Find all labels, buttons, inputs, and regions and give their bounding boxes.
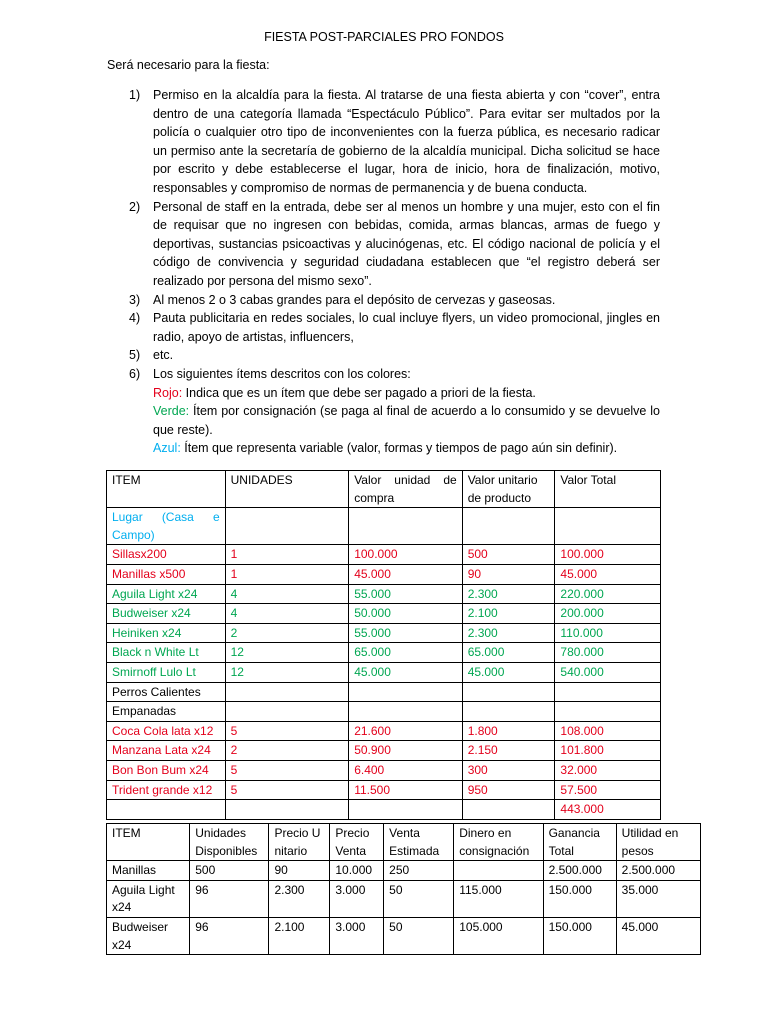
table-cell: 4 bbox=[225, 584, 349, 604]
table-cell: 2 bbox=[225, 741, 349, 761]
legend-verde-text: Ítem por consignación (se paga al final de acuerdo a lo consumido y se devuelve lo que reste). bbox=[153, 404, 660, 437]
table-cell: 21.600 bbox=[349, 721, 463, 741]
table-cell: 4 bbox=[225, 604, 349, 624]
table-row bbox=[107, 780, 661, 800]
table-cell: 105.000 bbox=[454, 917, 543, 954]
table-cell: 45.000 bbox=[555, 564, 661, 584]
table-cell: Trident grande x12 bbox=[107, 780, 226, 800]
legend-azul-text: Ítem que representa variable (valor, formas y tiempos de pago aún sin definir). bbox=[180, 441, 618, 456]
list-text: Pauta publicitaria en redes sociales, lo cual incluye flyers, un video promocional, jingles en radio, apoyo de artistas, influencers, bbox=[153, 311, 660, 344]
table-header: Valor Total bbox=[555, 471, 661, 508]
table-cell: Heiniken x24 bbox=[107, 623, 226, 643]
table-cell: 2.300 bbox=[462, 584, 555, 604]
table-cell bbox=[462, 800, 555, 820]
table-cell: 90 bbox=[269, 861, 330, 881]
table-cell: Bon Bon Bum x24 bbox=[107, 760, 226, 780]
list-item bbox=[107, 365, 660, 458]
legend-rojo-text: Indica que es un ítem que debe ser pagado a priori de la fiesta. bbox=[182, 385, 536, 400]
table-cell: 57.500 bbox=[555, 780, 661, 800]
table-header: ITEM bbox=[107, 824, 190, 861]
table-cell: 2.500.000 bbox=[543, 861, 616, 881]
table-row bbox=[107, 800, 661, 820]
table-cell: 108.000 bbox=[555, 721, 661, 741]
table-cell: Budweiser x24 bbox=[107, 917, 190, 954]
table-cell: Budweiser x24 bbox=[107, 604, 226, 624]
table-cell bbox=[462, 682, 555, 702]
table-header: Precio Unitario bbox=[269, 824, 330, 861]
table-cell: 5 bbox=[225, 721, 349, 741]
table-cell bbox=[555, 508, 661, 545]
table-row bbox=[107, 880, 701, 917]
list-item bbox=[107, 346, 660, 365]
table-cell: 12 bbox=[225, 643, 349, 663]
list-number: 5) bbox=[129, 348, 141, 363]
table-cell: 2.100 bbox=[269, 917, 330, 954]
table-row bbox=[107, 564, 661, 584]
sales-projection-table-body bbox=[107, 861, 701, 955]
table-row bbox=[107, 861, 701, 881]
table-header: Utilidad en pesos bbox=[616, 824, 700, 861]
table-cell: Aguila Light x24 bbox=[107, 880, 190, 917]
table-cell bbox=[349, 508, 463, 545]
table-cell: 65.000 bbox=[349, 643, 463, 663]
table-cell: 101.800 bbox=[555, 741, 661, 761]
legend-azul-label: Azul: bbox=[153, 441, 181, 456]
table-row bbox=[107, 721, 661, 741]
table-cell: Perros Calientes bbox=[107, 682, 226, 702]
legend-azul bbox=[153, 439, 660, 458]
table-header: Valor unidad de compra bbox=[349, 471, 463, 508]
table-cell bbox=[454, 861, 543, 881]
table-cell: 200.000 bbox=[555, 604, 661, 624]
table-cell: 65.000 bbox=[462, 643, 555, 663]
legend-rojo-label: Rojo: bbox=[153, 385, 183, 400]
table-cell bbox=[225, 508, 349, 545]
list-number: 4) bbox=[129, 311, 141, 326]
table-header: Precio Venta bbox=[330, 824, 384, 861]
list-item bbox=[107, 198, 660, 291]
table-cell: 6.400 bbox=[349, 760, 463, 780]
list-text: Permiso en la alcaldía para la fiesta. Al tratarse de una fiesta abierta y con “cover”, entra dentro de una categoría llamada “Espectáculo Público”. Para evitar ser multados por la policía o cualquier otro tipo de inconvenientes con la fuerza pública, es necesario radicar un permiso ante la secretaría de gobierno de la alcaldía municipal. Dicha solicitud se hace por escrito y debe establecerse el lugar, hora de inicio, hora de finalización, motivo, responsables y compromiso de normas de permanencia y de buena conducta. bbox=[153, 88, 660, 195]
table-cell bbox=[555, 682, 661, 702]
table-cell: Aguila Light x24 bbox=[107, 584, 226, 604]
table-row bbox=[107, 643, 661, 663]
list-number: 2) bbox=[129, 199, 141, 214]
list-item bbox=[107, 309, 660, 346]
list-number: 6) bbox=[129, 366, 141, 381]
table-header: Unidades Disponibles bbox=[190, 824, 269, 861]
table-row bbox=[107, 545, 661, 565]
table-row bbox=[107, 508, 661, 545]
list-number: 3) bbox=[129, 292, 141, 307]
table-row bbox=[107, 917, 701, 954]
list-text: Los siguientes ítems descritos con los colores: bbox=[153, 366, 411, 381]
table-row bbox=[107, 741, 661, 761]
table-cell: 2.100 bbox=[462, 604, 555, 624]
table-cell: Black n White Lt bbox=[107, 643, 226, 663]
table-cell: 1.800 bbox=[462, 721, 555, 741]
table-cell: 2.300 bbox=[462, 623, 555, 643]
table-header-row bbox=[107, 471, 661, 508]
table-cell: 12 bbox=[225, 662, 349, 682]
table-cell: 35.000 bbox=[616, 880, 700, 917]
table-cell: 220.000 bbox=[555, 584, 661, 604]
table-row bbox=[107, 682, 661, 702]
table-cell: 5 bbox=[225, 780, 349, 800]
table-cell: 45.000 bbox=[349, 662, 463, 682]
table-cell bbox=[349, 800, 463, 820]
items-cost-table bbox=[106, 470, 661, 820]
table-cell: 150.000 bbox=[543, 917, 616, 954]
table-header: Venta Estimada bbox=[384, 824, 454, 861]
table-cell bbox=[349, 682, 463, 702]
document-title: FIESTA POST-PARCIALES PRO FONDOS bbox=[264, 30, 504, 44]
table-row bbox=[107, 604, 661, 624]
table-cell bbox=[462, 702, 555, 722]
table-cell: 300 bbox=[462, 760, 555, 780]
table-cell: 100.000 bbox=[555, 545, 661, 565]
table-cell: 443.000 bbox=[555, 800, 661, 820]
table-cell: 3.000 bbox=[330, 880, 384, 917]
table-cell: 150.000 bbox=[543, 880, 616, 917]
table-cell: 10.000 bbox=[330, 861, 384, 881]
table-cell: 100.000 bbox=[349, 545, 463, 565]
table-cell: Empanadas bbox=[107, 702, 226, 722]
list-number: 1) bbox=[129, 88, 141, 102]
table-cell bbox=[462, 508, 555, 545]
table-cell: 50.000 bbox=[349, 604, 463, 624]
table-cell: 110.000 bbox=[555, 623, 661, 643]
table-cell: 55.000 bbox=[349, 623, 463, 643]
table-cell: 540.000 bbox=[555, 662, 661, 682]
table-cell: Smirnoff Lulo Lt bbox=[107, 662, 226, 682]
table-cell: 2.300 bbox=[269, 880, 330, 917]
table-cell bbox=[555, 702, 661, 722]
table-cell: 96 bbox=[190, 880, 269, 917]
table-header: Ganancia Total bbox=[543, 824, 616, 861]
table-cell: Manillas x500 bbox=[107, 564, 226, 584]
legend-verde-label: Verde: bbox=[153, 404, 190, 419]
table-cell: 50.900 bbox=[349, 741, 463, 761]
table-cell: Coca Cola lata x12 bbox=[107, 721, 226, 741]
table-cell: Manzana Lata x24 bbox=[107, 741, 226, 761]
table-cell: 2 bbox=[225, 623, 349, 643]
table-cell bbox=[225, 682, 349, 702]
table-cell: 5 bbox=[225, 760, 349, 780]
table-cell: 96 bbox=[190, 917, 269, 954]
sales-projection-table bbox=[106, 823, 701, 955]
list-text: Al menos 2 o 3 cabas grandes para el depósito de cervezas y gaseosas. bbox=[153, 292, 556, 307]
table-cell: 250 bbox=[384, 861, 454, 881]
table-cell: 45.000 bbox=[349, 564, 463, 584]
intro-text: Será necesario para la fiesta: bbox=[107, 58, 270, 72]
table-cell: 2.150 bbox=[462, 741, 555, 761]
table-row bbox=[107, 584, 661, 604]
table-cell: Lugar (Casa e Campo) bbox=[107, 508, 226, 545]
table-cell: 1 bbox=[225, 545, 349, 565]
table-row bbox=[107, 623, 661, 643]
table-header: Dinero en consignación bbox=[454, 824, 543, 861]
table-cell: 50 bbox=[384, 880, 454, 917]
table-cell: 500 bbox=[190, 861, 269, 881]
table-header: ITEM bbox=[107, 471, 226, 508]
requirements-list bbox=[107, 86, 660, 458]
table-row bbox=[107, 662, 661, 682]
table-cell: 115.000 bbox=[454, 880, 543, 917]
table-cell: 55.000 bbox=[349, 584, 463, 604]
table-cell: 32.000 bbox=[555, 760, 661, 780]
list-text: Personal de staff en la entrada, debe ser al menos un hombre y una mujer, esto con el fin de requisar que no ingresen con bebidas, comida, armas blancas, armas de fuego y deportivas, sustancias psicoactivas y alucinógenas, etc. El código nacional de policía y el código de convivencia y seguridad ciudadana establecen que “el registro deberá ser realizado por persona del mismo sexo”. bbox=[153, 199, 660, 288]
table-cell: 45.000 bbox=[616, 917, 700, 954]
items-cost-table-body bbox=[107, 508, 661, 820]
table-cell: 500 bbox=[462, 545, 555, 565]
legend-verde bbox=[153, 402, 660, 439]
table-cell: 50 bbox=[384, 917, 454, 954]
table-cell bbox=[225, 800, 349, 820]
table-header: UNIDADES bbox=[225, 471, 349, 508]
table-cell bbox=[349, 702, 463, 722]
table-cell: Manillas bbox=[107, 861, 190, 881]
table-row bbox=[107, 702, 661, 722]
table-cell: 780.000 bbox=[555, 643, 661, 663]
table-cell: 3.000 bbox=[330, 917, 384, 954]
table-row bbox=[107, 760, 661, 780]
table-cell: 2.500.000 bbox=[616, 861, 700, 881]
table-cell: 1 bbox=[225, 564, 349, 584]
table-cell: Sillasx200 bbox=[107, 545, 226, 565]
list-item bbox=[107, 86, 660, 198]
table-cell: 950 bbox=[462, 780, 555, 800]
table-header: Valor unitario de producto bbox=[462, 471, 555, 508]
table-cell bbox=[107, 800, 226, 820]
table-cell: 90 bbox=[462, 564, 555, 584]
table-header-row bbox=[107, 824, 701, 861]
table-cell bbox=[225, 702, 349, 722]
legend-rojo bbox=[153, 384, 660, 403]
table-cell: 45.000 bbox=[462, 662, 555, 682]
list-text: etc. bbox=[153, 348, 174, 363]
list-item bbox=[107, 291, 660, 310]
table-cell: 11.500 bbox=[349, 780, 463, 800]
